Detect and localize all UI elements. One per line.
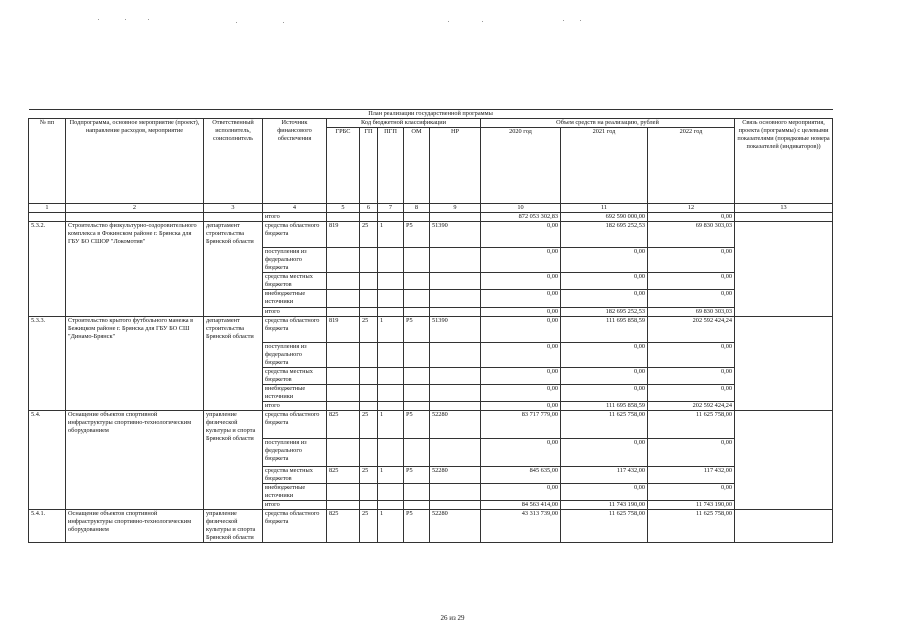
row-2020: 84 563 414,00 (481, 501, 561, 510)
row-gp: 25 (360, 222, 378, 248)
row-nr: 52280 (430, 510, 481, 543)
row-om (404, 367, 430, 384)
row-source: средства областного бюджета (263, 510, 327, 543)
row-om (404, 342, 430, 367)
row-grbs (327, 484, 360, 501)
row-gp (360, 248, 378, 273)
row-2020: 0,00 (481, 248, 561, 273)
row-om (404, 307, 430, 316)
row-grbs (327, 290, 360, 307)
row-2021: 0,00 (561, 484, 648, 501)
row-om: Р5 (404, 410, 430, 438)
header-link: Связь основного мероприятия, проекта (программы) с целевыми показателями (порядковые номера показателей (индикаторов)) (735, 119, 833, 204)
row-pgp (378, 367, 404, 384)
column-number: 2 (66, 204, 204, 213)
row-grbs (327, 273, 360, 290)
row-om (404, 290, 430, 307)
row-activity: Строительство физкультурно-оздоровительного комплекса в Фокинском районе г. Брянска для ГБУ БО СШОР "Локомотив" (66, 222, 204, 316)
table-row (29, 222, 833, 248)
row-gp (360, 501, 378, 510)
row-grbs (327, 367, 360, 384)
row-pgp: 1 (378, 510, 404, 543)
row-number (29, 213, 66, 222)
row-grbs: 819 (327, 316, 360, 342)
row-pgp (378, 248, 404, 273)
row-2021: 0,00 (561, 342, 648, 367)
row-link (735, 222, 833, 316)
row-nr: 52280 (430, 466, 481, 483)
row-nr (430, 307, 481, 316)
header-budget-code: Код бюджетной классификации (327, 119, 481, 128)
row-gp (360, 342, 378, 367)
row-source: средства местных бюджетов (263, 273, 327, 290)
header-gp: ГП (360, 128, 378, 204)
header-executor: Ответственный исполнитель, соисполнитель (204, 119, 263, 204)
row-2021: 0,00 (561, 384, 648, 401)
header-pgp: ПГП (378, 128, 404, 204)
row-source: средства местных бюджетов (263, 466, 327, 483)
header-num: № пп (29, 119, 66, 204)
table-row (29, 510, 833, 543)
column-number-row (29, 204, 833, 213)
row-nr (430, 290, 481, 307)
row-2020: 0,00 (481, 316, 561, 342)
row-pgp (378, 438, 404, 466)
row-source: внебюджетные источники (263, 484, 327, 501)
row-2021: 182 695 252,53 (561, 307, 648, 316)
row-gp (360, 384, 378, 401)
row-gp (360, 213, 378, 222)
row-link (735, 213, 833, 222)
row-2021: 0,00 (561, 290, 648, 307)
row-gp (360, 367, 378, 384)
row-grbs: 825 (327, 466, 360, 483)
row-2022: 0,00 (648, 248, 735, 273)
row-pgp (378, 273, 404, 290)
row-om: Р5 (404, 466, 430, 483)
header-om: ОМ (404, 128, 430, 204)
row-source: поступления из федерального бюджета (263, 342, 327, 367)
row-om: Р5 (404, 222, 430, 248)
row-2020: 872 053 302,83 (481, 213, 561, 222)
row-2022: 11 625 758,00 (648, 410, 735, 438)
row-2021: 11 625 758,00 (561, 410, 648, 438)
row-2021: 0,00 (561, 438, 648, 466)
row-2022: 202 592 424,24 (648, 401, 735, 410)
row-gp: 25 (360, 466, 378, 483)
column-number: 8 (404, 204, 430, 213)
row-grbs (327, 401, 360, 410)
header-row (29, 119, 833, 128)
row-grbs: 819 (327, 222, 360, 248)
row-2020: 43 313 739,00 (481, 510, 561, 543)
row-2020: 0,00 (481, 290, 561, 307)
column-number: 11 (561, 204, 648, 213)
row-2020: 0,00 (481, 273, 561, 290)
row-2020: 0,00 (481, 384, 561, 401)
row-pgp (378, 384, 404, 401)
row-nr (430, 501, 481, 510)
row-grbs (327, 213, 360, 222)
row-nr (430, 367, 481, 384)
column-number: 4 (263, 204, 327, 213)
row-2022: 0,00 (648, 384, 735, 401)
row-om: Р5 (404, 316, 430, 342)
row-grbs (327, 501, 360, 510)
header-source: Источник финансового обеспечения (263, 119, 327, 204)
row-om (404, 384, 430, 401)
row-pgp: 1 (378, 466, 404, 483)
row-2022: 0,00 (648, 273, 735, 290)
row-2021: 11 625 758,00 (561, 510, 648, 543)
column-number: 5 (327, 204, 360, 213)
row-gp: 25 (360, 510, 378, 543)
row-source: средства областного бюджета (263, 222, 327, 248)
row-2021: 111 695 858,59 (561, 401, 648, 410)
row-2020: 83 717 779,00 (481, 410, 561, 438)
row-source: средства областного бюджета (263, 410, 327, 438)
row-activity: Оснащение объектов спортивной инфраструктуры спортивно-технологическим оборудованием (66, 510, 204, 543)
row-2022: 11 743 190,00 (648, 501, 735, 510)
row-executor: управление физической культуры и спорта Брянской области (204, 510, 263, 543)
row-source: поступления из федерального бюджета (263, 438, 327, 466)
row-nr (430, 342, 481, 367)
row-om (404, 273, 430, 290)
row-nr (430, 438, 481, 466)
row-nr (430, 384, 481, 401)
row-pgp (378, 484, 404, 501)
row-2021: 11 743 190,00 (561, 501, 648, 510)
row-om (404, 401, 430, 410)
row-gp (360, 273, 378, 290)
program-plan-table (28, 109, 833, 543)
row-grbs (327, 248, 360, 273)
header-2022: 2022 год (648, 128, 735, 204)
row-link (735, 410, 833, 509)
table-caption-row (29, 110, 833, 119)
row-activity: Строительство крытого футбольного манежа в Бежицком районе г. Брянска для ГБУ БО СШ "Динамо-Брянск" (66, 316, 204, 410)
row-2022: 69 830 303,03 (648, 307, 735, 316)
table-row (29, 316, 833, 342)
row-2022: 0,00 (648, 484, 735, 501)
row-pgp (378, 290, 404, 307)
row-om (404, 248, 430, 273)
row-2021: 117 432,00 (561, 466, 648, 483)
row-2022: 202 592 424,24 (648, 316, 735, 342)
row-gp (360, 438, 378, 466)
row-2022: 0,00 (648, 213, 735, 222)
row-2020: 0,00 (481, 222, 561, 248)
row-om: Р5 (404, 510, 430, 543)
row-executor: управление физической культуры и спорта Брянской области (204, 410, 263, 509)
row-nr (430, 273, 481, 290)
row-source: итого (263, 501, 327, 510)
column-number: 7 (378, 204, 404, 213)
row-gp: 25 (360, 316, 378, 342)
row-nr (430, 248, 481, 273)
row-number: 5.3.3. (29, 316, 66, 410)
row-om (404, 438, 430, 466)
row-grbs (327, 438, 360, 466)
column-number: 3 (204, 204, 263, 213)
row-activity (66, 213, 204, 222)
row-gp (360, 290, 378, 307)
row-grbs: 825 (327, 510, 360, 543)
row-activity: Оснащение объектов спортивной инфраструктуры спортивно-технологическим оборудованием (66, 410, 204, 509)
header-2020: 2020 год (481, 128, 561, 204)
row-nr (430, 484, 481, 501)
row-2022: 0,00 (648, 342, 735, 367)
row-source: итого (263, 401, 327, 410)
row-2021: 0,00 (561, 367, 648, 384)
row-om (404, 501, 430, 510)
row-grbs: 825 (327, 410, 360, 438)
row-source: итого (263, 213, 327, 222)
column-number: 1 (29, 204, 66, 213)
table-row (29, 213, 833, 222)
header-activity: Подпрограмма, основное мероприятие (проект), направление расходов, мероприятие (66, 119, 204, 204)
row-executor (204, 213, 263, 222)
table-row (29, 410, 833, 438)
column-number: 6 (360, 204, 378, 213)
row-pgp (378, 342, 404, 367)
row-gp (360, 307, 378, 316)
row-2020: 0,00 (481, 484, 561, 501)
column-number: 9 (430, 204, 481, 213)
row-pgp: 1 (378, 222, 404, 248)
column-number: 10 (481, 204, 561, 213)
row-number: 5.4.1. (29, 510, 66, 543)
row-2020: 0,00 (481, 307, 561, 316)
row-gp (360, 484, 378, 501)
header-nr: НР (430, 128, 481, 204)
header-volume: Объем средств на реализацию, рублей (481, 119, 735, 128)
row-nr (430, 213, 481, 222)
row-2021: 182 695 252,53 (561, 222, 648, 248)
row-nr (430, 401, 481, 410)
header-2021: 2021 год (561, 128, 648, 204)
column-number: 13 (735, 204, 833, 213)
row-2022: 0,00 (648, 290, 735, 307)
row-grbs (327, 307, 360, 316)
row-pgp (378, 307, 404, 316)
row-gp (360, 401, 378, 410)
column-number: 12 (648, 204, 735, 213)
row-pgp (378, 213, 404, 222)
row-grbs (327, 384, 360, 401)
row-nr: 52280 (430, 410, 481, 438)
header-grbs: ГРБС (327, 128, 360, 204)
row-number: 5.4. (29, 410, 66, 509)
row-executor: департамент строительства Брянской области (204, 222, 263, 316)
row-nr: 51390 (430, 222, 481, 248)
row-2022: 69 830 303,03 (648, 222, 735, 248)
row-source: внебюджетные источники (263, 384, 327, 401)
row-pgp: 1 (378, 316, 404, 342)
scan-specks (0, 0, 905, 110)
row-2021: 111 695 858,59 (561, 316, 648, 342)
row-2020: 0,00 (481, 342, 561, 367)
row-2021: 692 590 000,00 (561, 213, 648, 222)
row-2022: 0,00 (648, 438, 735, 466)
row-source: средства областного бюджета (263, 316, 327, 342)
row-2022: 117 432,00 (648, 466, 735, 483)
row-2020: 0,00 (481, 438, 561, 466)
row-pgp (378, 501, 404, 510)
row-link (735, 316, 833, 410)
row-pgp: 1 (378, 410, 404, 438)
row-2021: 0,00 (561, 273, 648, 290)
row-2022: 11 625 758,00 (648, 510, 735, 543)
row-source: итого (263, 307, 327, 316)
row-source: внебюджетные источники (263, 290, 327, 307)
row-nr: 51390 (430, 316, 481, 342)
row-2022: 0,00 (648, 367, 735, 384)
row-number: 5.3.2. (29, 222, 66, 316)
row-executor: департамент строительства Брянской области (204, 316, 263, 410)
row-source: средства местных бюджетов (263, 367, 327, 384)
row-om (404, 213, 430, 222)
page-number: 26 из 29 (440, 614, 465, 622)
row-2020: 0,00 (481, 401, 561, 410)
row-link (735, 510, 833, 543)
row-om (404, 484, 430, 501)
row-2020: 0,00 (481, 367, 561, 384)
row-pgp (378, 401, 404, 410)
row-grbs (327, 342, 360, 367)
row-gp: 25 (360, 410, 378, 438)
table-caption: План реализации государственной программы (29, 110, 833, 119)
row-2021: 0,00 (561, 248, 648, 273)
row-2020: 845 635,00 (481, 466, 561, 483)
row-source: поступления из федерального бюджета (263, 248, 327, 273)
